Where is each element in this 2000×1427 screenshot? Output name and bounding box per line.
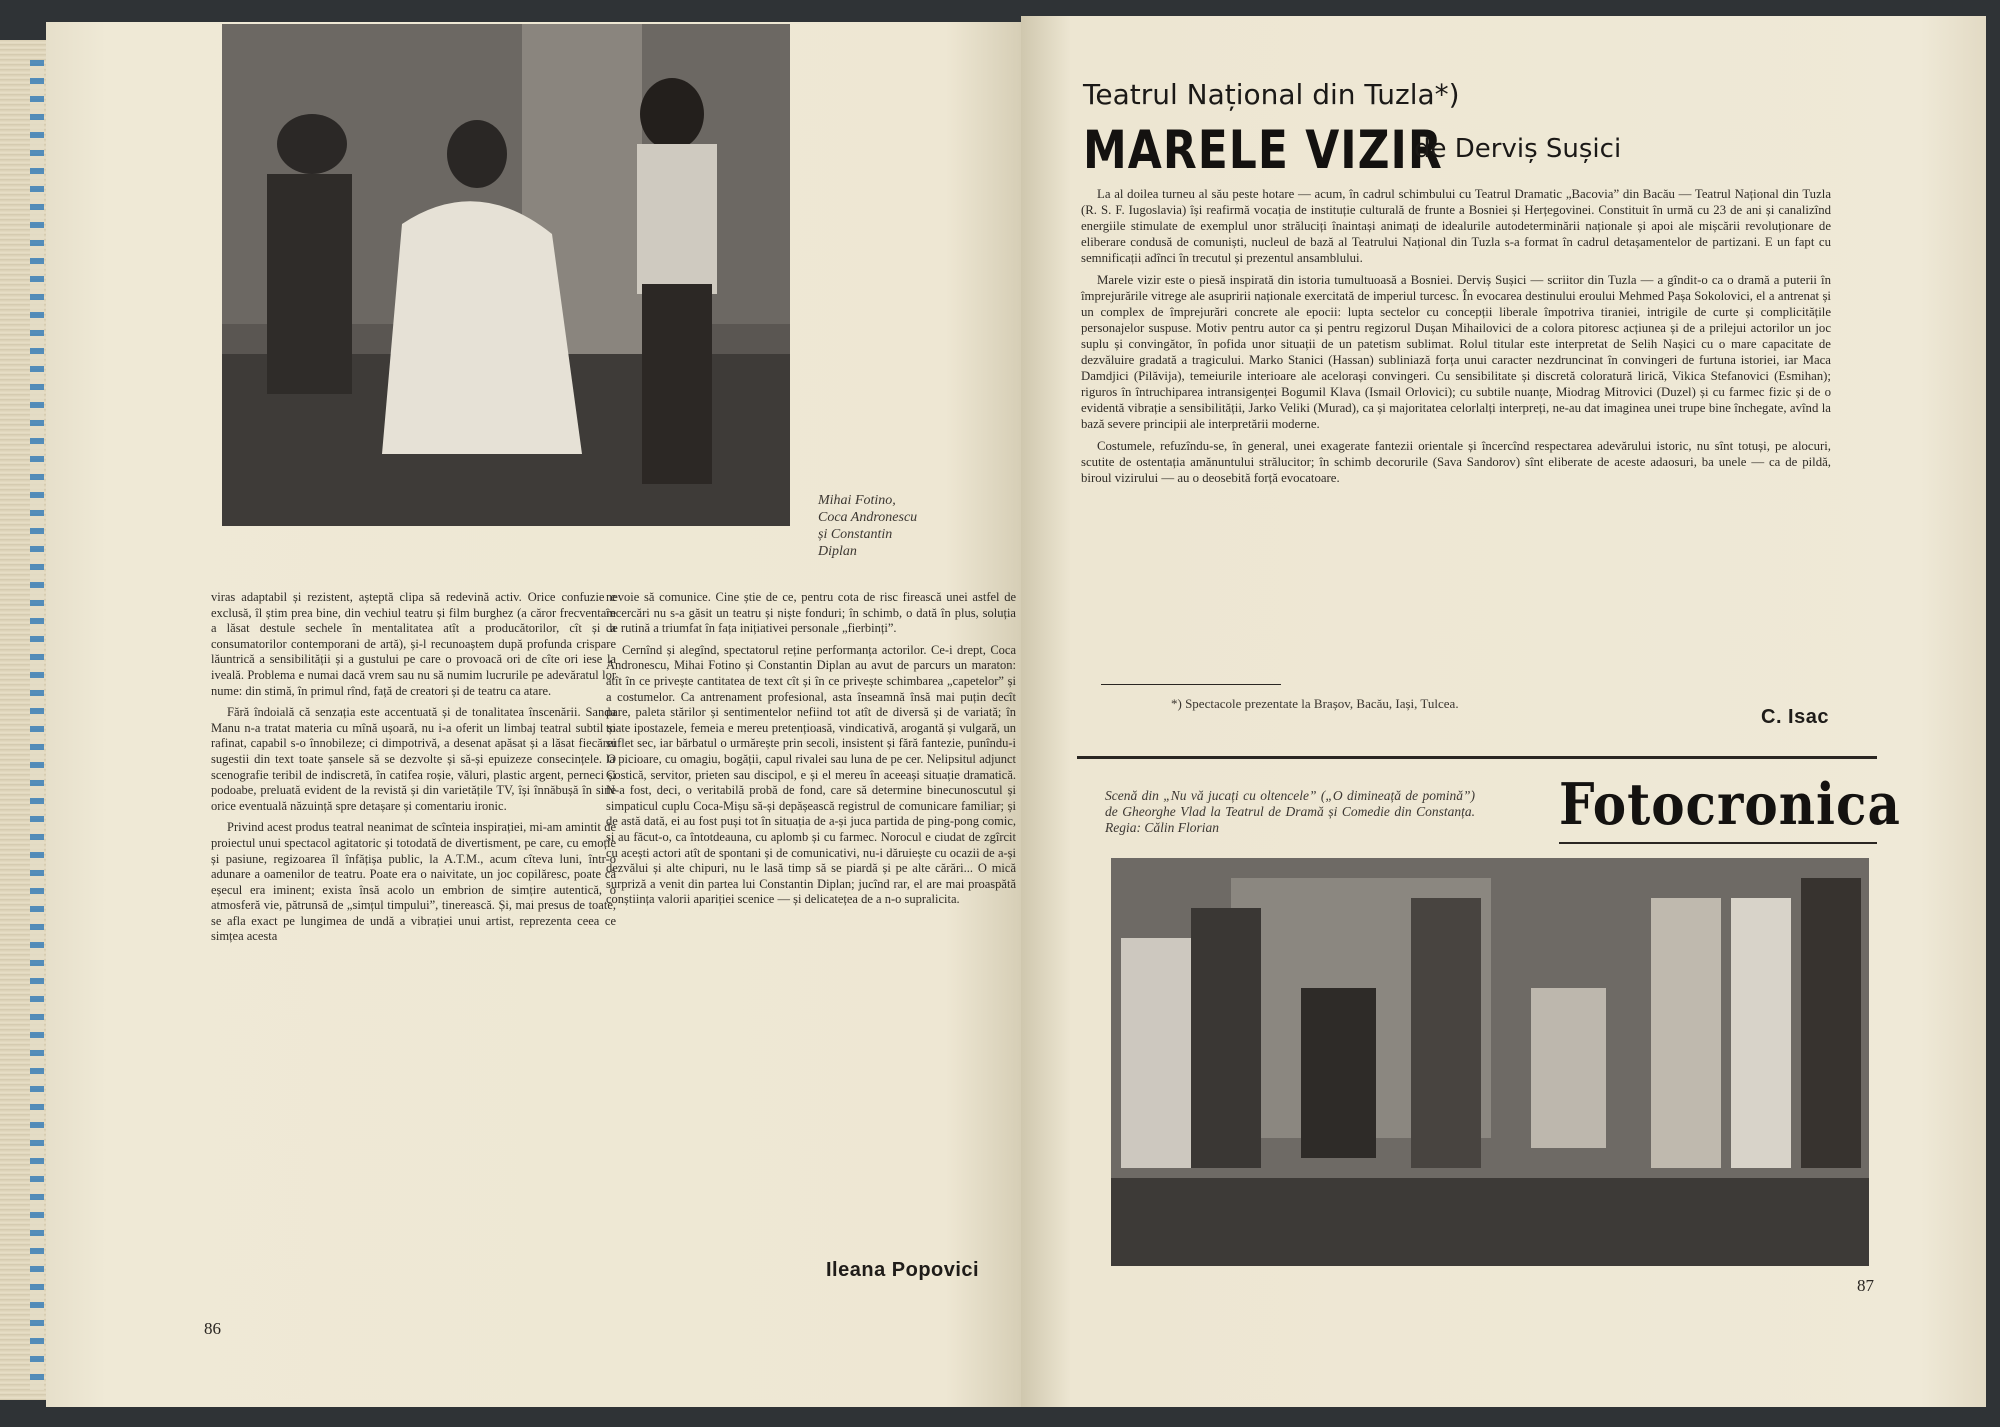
article-body [1081, 186, 1831, 492]
article-byline: de Derviș Sușici [1414, 134, 1622, 164]
paragraph: nevoie să comunice. Cine știe de ce, pentru cota de risc firească unei astfel de încercări nu s-a găsit un teatru și niște fonduri; în schimb, o dată în plus, soluția de rutină a triumfat în fața inițiativei personale „fierbinți”. [606, 590, 1016, 636]
caption-line: Coca Andronescu [818, 510, 918, 525]
paragraph: Privind acest produs teatral neanimat de scînteia inspirației, mi-am amintit de proiectul unui spectacol agitatoric și totodată de divertisment, pe care, cu emoție și pasiune, regizoarea îl înfățișa public, la A.T.M., acum cîteva luni, într-o adunare a oamenilor de teatru. Poate era o naivitate, un joc copilăresc, poate că eșecul era iminent; exista însă acolo un embrion de simțire autentică, o atmosferă vie, pătrunsă de „simțul timpului”, tinerească. Și, mai presus de toate, se afla exact pe lungimea de undă a vibrației unui artist, reprezenta ceea ce simțea acesta [211, 820, 616, 944]
section-title-rule [1559, 842, 1877, 844]
article-column-1 [211, 590, 616, 951]
right-page [1021, 16, 1986, 1407]
page-number: 87 [1857, 1276, 1874, 1295]
author-signature: C. Isac [1761, 706, 1829, 728]
caption-line: Diplan [818, 544, 857, 559]
page-tabs [30, 60, 44, 1390]
section-title: Fotocronica [1559, 770, 1901, 838]
stage-photo-image [222, 24, 790, 526]
article-headline: MARELE VIZIR [1083, 120, 1443, 182]
stage-photo-bottom [1111, 858, 1869, 1266]
article-kicker: Teatrul Național din Tuzla*) [1083, 78, 1460, 111]
author-signature: Ileana Popovici [826, 1259, 980, 1281]
left-page [46, 22, 1021, 1407]
paragraph: Cernînd și alegînd, spectatorul reține performanța actorilor. Ce-i drept, Coca Andronescu, Mihai Fotino și Constantin Diplan au avut de parcurs un maraton: atît în ce privește cantitatea de text cît și în ce privește schimbarea „capetelor” și a costumelor. Ca antrenament profesional, asta înseamnă însă mai puțin decît pare, paleta stărilor și sentimentelor nefiind tot atît de diversă și de variată; în toate ipostazele, femeia e mereu pretențioasă, vindicativă, arogantă și vulgară, un suflet sec, iar bărbatul o urmărește prin secoli, insistent și fără fantezie, punîndu-i la picioare, cu omagiu, bogății, capul rivalei sau luna de pe cer. Nelipsitul adjunct Costică, servitor, prieten sau discipol, e și el mereu în aceeași situație dramatică. N-a fost, deci, o veritabilă probă de fond, care să determine binecunoscutul și simpaticul cuplu Coca-Mișu să-și depășească registrul de comunicare familiar; și de astă dată, ei au fost puși tot în situația de a-și juca partida de ping-pong comic, și au făcut-o, ca întotdeauna, cu aplomb și cu farmec. Norocul e ciudat de zgîrcit cu acești actori atît de spontani și de comunicativi, nu-i dăruiește cu ocazii de a-și dezvălui și alte chipuri, nu le lasă timp să se piardă și pe alte cărări... O mică surpriză a venit din partea lui Constantin Diplan; jucînd rar, el are mai proaspătă conștiința valorii apariției scenice — și delicatețea de a n-o supralicita. [606, 642, 1016, 907]
paragraph: Costumele, refuzîndu-se, în general, unei exagerate fantezii orientale și încercînd respectarea adevărului istoric, nu sînt totuși, pe alocuri, scutite de ostentația amănuntului strălucitor; în schimb decorurile (Sava Sandorov) sînt eliberate de aceste adaosuri, ba unele — ca de pildă, biroul vizirului — au o deosebită forță evocatoare. [1081, 439, 1831, 485]
fotocronica-caption: Scenă din „Nu vă jucați cu oltencele” („O dimineață de pomină”) de Gheorghe Vlad la Teatrul de Dramă și Comedie din Constanța. Regia: Călin Florian [1105, 788, 1475, 835]
section-divider [1077, 756, 1877, 759]
caption-line: și Constantin [818, 527, 893, 542]
fotocronica-image [1111, 858, 1869, 1266]
article-column-2 [606, 590, 1016, 914]
paragraph: La al doilea turneu al său peste hotare — acum, în cadrul schimbului cu Teatrul Dramatic „Bacovia” din Bacău — Teatrul Național din Tuzla (R. S. F. Iugoslavia) își reafirmă vocația de instituție culturală de frunte a Bosniei și Herțegovinei. Constituit în urmă cu 23 de ani și canalizînd energiile stimulate de exemplul unor străluciți înaintași animați de idealurile autodeterminării naționale și apoi ale mișcării revoluționare de eliberare condusă de comuniști, nucleul de bază al Teatrului Național din Tuzla s-a format în cadrul detașamentelor de partizani. E un fapt cu semnificații adînci în trecutul și prezentul ansamblului. [1081, 187, 1831, 265]
paragraph: viras adaptabil și rezistent, așteptă clipa să redevină activ. Orice confuzie e exclusă, îl știm prea bine, din vechiul teatru și film burghez (a căror frecventare a lăsat destule sechele în mentalitatea atît a producătorilor, cît și a consumatorilor contemporani de artă), și-l recunoaștem după profunda crispare lăuntrică a sensibilității și a gustului pe care o provoacă ori de cîte ori iese la iveală. Problema e numai dacă vrem sau nu să numim lucrurile pe adevăratul lor nume: din stimă, în primul rînd, față de creatori și de teatru ca atare. [211, 590, 616, 698]
stage-photo-top [222, 24, 790, 526]
paragraph: Fără îndoială că senzația este accentuată și de tonalitatea înscenării. Sanda Manu n-a tratat materia cu mînă ușoară, nu i-a oferit un limbaj teatral subtil și rafinat, capabil s-o înnobileze; ci dimpotrivă, a desenat apăsat și a lăsat fiecărei sugestii din text toate șansele să se dezvolte și să-și epuizeze consecințele. O scenografie teribil de indiscretă, în catifea roșie, văluri, plastic argent, perneci și podoabe, preluată evident de la revistă și din varietățile TV, își înnăbușă în sine orice eventuală năzuință spre detașare și comentariu ironic. [211, 705, 616, 813]
caption-line: Mihai Fotino, [818, 493, 896, 508]
paragraph: Marele vizir este o piesă inspirată din istoria tumultuoasă a Bosniei. Derviș Sușici — scriitor din Tuzla — a gîndit-o ca o dramă a puterii în împrejurările vitrege ale asupririi naționale exercitată de imperiul turcesc. În evocarea destinului eroului Mehmed Pașa Sokolovici, el a antrenat și un complex de împrejurări concrete ale epocii: lupta sectelor cu concepții liberale împotriva tiraniei, intrigile de curte și complicitățile personajelor suspuse. Motiv pentru autor ca și pentru regizorul Dușan Mihailovici de a colora pitoresc acțiunea și de a prilejui actorilor un joc suplu și convingător, în pofida unor situații de un patetism sublimat. Rolul titular este interpretat de Selih Nașici cu o mare capacitate de dezvăluire gradată a tragicului. Marko Stanici (Hassan) subliniază forța unui caracter nezdruncinat în convingeri de furtuna istoriei, iar Maca Damdjici (Pilăvija), temeiurile interioare ale acelorași convingeri. Cu sensibilitate și discretă coloratură lirică, Vikica Stefanovici (Esmihan); riguros în întruchiparea intransigenței Bogumil Klava (Ismail Orlovici); cu subtile nuanțe, Miodrag Mitrovici (Duzel) și cu farmec fizic și de o evidentă vibrație a sensibilității, Jarko Veliki (Murad), ca și majoritatea celorlalți interpreți, ne-au dat imaginea unei trupe bine închegate, avînd la bază severe principii ale interpretării moderne. [1081, 273, 1831, 431]
footnote: *) Spectacole prezentate la Brașov, Bacău, Iași, Tulcea. [1171, 696, 1459, 711]
page-number: 86 [204, 1319, 221, 1338]
footnote-rule [1101, 684, 1281, 685]
photo-caption [818, 492, 1008, 560]
